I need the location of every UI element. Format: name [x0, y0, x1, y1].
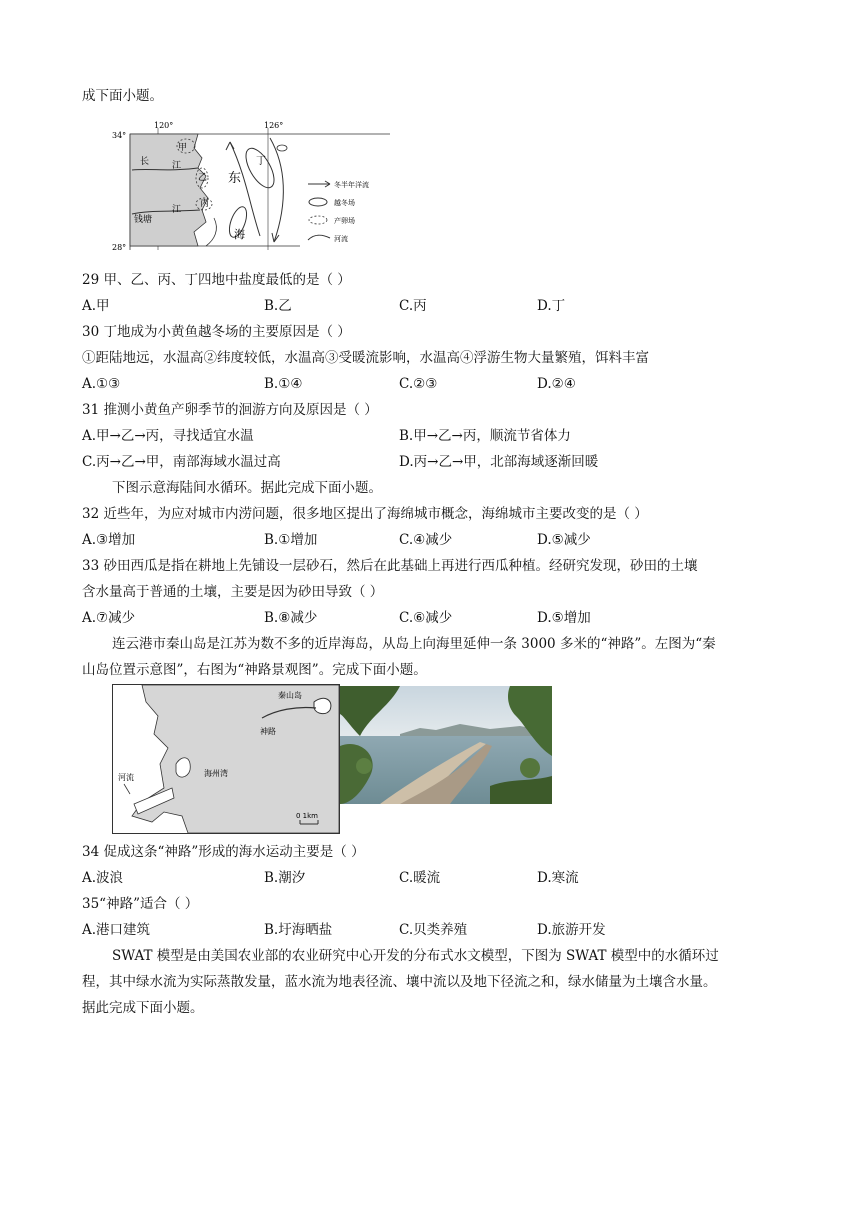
- label-bing: 丙: [200, 199, 210, 209]
- q34-option-a[interactable]: A.波浪: [82, 870, 124, 886]
- q32-option-a[interactable]: A.③增加: [82, 532, 136, 548]
- q32-option-d[interactable]: D.⑤减少: [537, 532, 591, 548]
- q35-option-a[interactable]: A.港口建筑: [82, 922, 151, 938]
- q31-option-c[interactable]: C.丙→乙→甲，南部海域水温过高: [82, 454, 281, 470]
- legend-spawning: 产卵场: [334, 217, 355, 225]
- q31-option-b[interactable]: B.甲→乙→丙，顺流节省体力: [399, 428, 571, 444]
- q29-stem: 29 甲、乙、丙、丁四地中盐度最低的是（ ）: [82, 272, 351, 288]
- lon-right-label: 126°: [264, 121, 284, 130]
- q31-option-d[interactable]: D.丙→乙→甲，北部海域逐渐回暖: [399, 454, 599, 470]
- shenlu-landscape-photo: [340, 686, 552, 804]
- q33-option-a[interactable]: A.⑦减少: [82, 610, 136, 626]
- legend-wintering: 越冬场: [334, 199, 355, 207]
- q35-option-d[interactable]: D.旅游开发: [537, 922, 606, 938]
- label-dong: 东: [228, 171, 242, 186]
- scale-bar-label: 0 1km: [296, 812, 319, 820]
- label-hai: 海: [234, 228, 245, 241]
- q34-option-c[interactable]: C.暖流: [399, 870, 441, 886]
- q33-stem-line1: 33 砂田西瓜是指在耕地上先铺设一层砂石，然后在此基础上再进行西瓜种植。经研究发现，砂田的土壤: [82, 558, 698, 574]
- q30-statements: ①距陆地远，水温高②纬度较低，水温高③受暖流影响，水温高④浮游生物大量繁殖，饵料丰富: [82, 350, 649, 366]
- q34-option-d[interactable]: D.寒流: [537, 870, 579, 886]
- q33-stem-line2: 含水量高于普通的土壤，主要是因为砂田导致（ ）: [82, 584, 384, 600]
- label-haizhou-bay: 海州湾: [204, 769, 228, 778]
- intro-swat-line2: 程，其中绿水流为实际蒸散发量，蓝水流为地表径流、壤中流以及地下径流之和，绿水储量为土壤含水量。: [82, 974, 717, 990]
- label-jiang: 江: [172, 161, 182, 171]
- legend-river: 河流: [334, 235, 348, 243]
- intro-tail: 成下面小题。: [82, 88, 163, 104]
- lat-top-label: 34°: [112, 131, 127, 140]
- q33-option-b[interactable]: B.⑧减少: [264, 610, 318, 626]
- label-river: 河流: [118, 773, 134, 782]
- lat-bottom-label: 28°: [112, 243, 127, 252]
- q33-option-c[interactable]: C.⑥减少: [399, 610, 453, 626]
- label-jiang2: 江: [172, 205, 182, 215]
- label-yi: 乙: [198, 173, 208, 183]
- label-ding: 丁: [256, 156, 266, 167]
- q29-option-b[interactable]: B.乙: [264, 298, 292, 314]
- q30-option-c[interactable]: C.②③: [399, 376, 438, 392]
- q35-stem: 35“神路”适合（ ）: [82, 896, 199, 912]
- label-shenlu: 神路: [260, 727, 276, 736]
- q32-option-c[interactable]: C.④减少: [399, 532, 453, 548]
- q29-option-d[interactable]: D.丁: [537, 298, 566, 314]
- q30-option-b[interactable]: B.①④: [264, 376, 303, 392]
- label-chang: 长: [140, 157, 150, 167]
- yellow-croaker-map: [110, 118, 390, 256]
- label-qinshan-island: 秦山岛: [278, 691, 302, 700]
- q35-option-b[interactable]: B.圩海晒盐: [264, 922, 333, 938]
- intro-swat-line1: SWAT 模型是由美国农业部的农业研究中心开发的分布式水文模型，下图为 SWAT 模型中的水循环过: [112, 948, 719, 964]
- intro-qinshan-line2: 山岛位置示意图”，右图为“神路景观图”。完成下面小题。: [82, 662, 427, 678]
- q35-option-c[interactable]: C.贝类养殖: [399, 922, 468, 938]
- q30-option-d[interactable]: D.②④: [537, 376, 576, 392]
- label-qiantang: 钱塘: [134, 215, 153, 225]
- q30-stem: 30 丁地成为小黄鱼越冬场的主要原因是（ ）: [82, 324, 351, 340]
- label-jia: 甲: [178, 143, 188, 153]
- intro-water-cycle: 下图示意海陆间水循环。据此完成下面小题。: [112, 480, 382, 496]
- q31-option-a[interactable]: A.甲→乙→丙，寻找适宜水温: [82, 428, 254, 444]
- q31-stem: 31 推测小黄鱼产卵季节的洄游方向及原因是（ ）: [82, 402, 378, 418]
- q32-stem: 32 近些年，为应对城市内涝问题，很多地区提出了海绵城市概念，海绵城市主要改变的是（ ）: [82, 506, 648, 522]
- q30-option-a[interactable]: A.①③: [82, 376, 121, 392]
- legend-current: 冬半年洋流: [334, 181, 369, 189]
- q29-option-a[interactable]: A.甲: [82, 298, 110, 314]
- intro-qinshan-line1: 连云港市秦山岛是江苏为数不多的近岸海岛，从岛上向海里延伸一条 3000 多米的“神路”。左图为“秦: [112, 636, 716, 652]
- qinshan-location-map: [112, 684, 340, 834]
- q34-stem: 34 促成这条“神路”形成的海水运动主要是（ ）: [82, 844, 365, 860]
- lon-left-label: 120°: [154, 121, 174, 130]
- q32-option-b[interactable]: B.①增加: [264, 532, 318, 548]
- q34-option-b[interactable]: B.潮汐: [264, 870, 306, 886]
- q33-option-d[interactable]: D.⑤增加: [537, 610, 591, 626]
- q29-option-c[interactable]: C.丙: [399, 298, 427, 314]
- intro-swat-line3: 据此完成下面小题。: [82, 1000, 204, 1016]
